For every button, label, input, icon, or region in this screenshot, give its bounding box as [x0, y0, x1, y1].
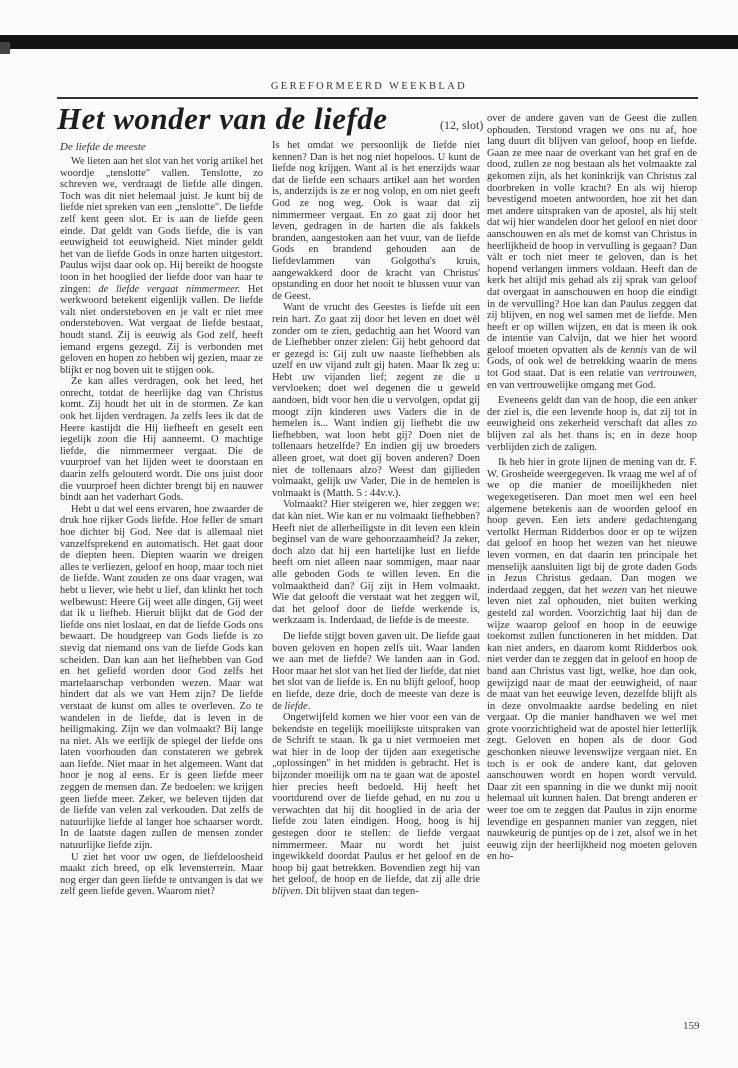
body-text: Ik heb hier in grote lijnen de mening van dr. F. W. Grosheide weergegeven. Ik vraag me wel af of we op die manier de moeilijkheden niet wegexegetiseren. Dan moet men wel een heel algemene betekenis aan de woorden geloof en hoop geven. Een iets andere gedachtengang vertolkt Herman Ridderbos door er op te wijzen dat geloof en hoop het wezen van het nieuwe leven vormen, en dat daarin ten principale het menselijk aansluiten ligt bij de grote daden Gods in Jezus Christus gedaan. Dan mogen we inderdaad zeggen, dat het — [487, 457, 697, 596]
body-text: De liefde stijgt boven gaven uit. De liefde gaat boven geloven en hopen zelfs uit. Waar landen we aan met de liefde? We landen aan in God. Hoor maar het slot van het lied der liefde, dat niet het slot van de liefde is. En nu blijft geloof, hoop en liefde, deze drie, doch de meeste van deze is de — [272, 630, 480, 712]
series-label: (12, slot) — [440, 118, 484, 132]
paragraph — [60, 156, 263, 376]
italic-text: wezen — [601, 584, 628, 596]
body-text: . — [307, 700, 311, 712]
body-text: Ongetwijfeld komen we hier voor een van de bekendste en tegelijk moeilijkste uitspraken van de Schrift te staan. Ik ga u niet vermoeien met wat hier in de loop der tijden aan exegetische „oplossingen" in het midden is gebracht. Het is bijzonder moeilijk om na te gaan wat de apostel hier precies heeft bedoeld. Hij heeft het voortdurend over de liefde gehad, en nu zou u verwachten dat hij dit hooglied in de aria der liefde zou laten eindigen. Hoog, hoog is hij gestegen door te stellen: de liefde vergaat nimmermeer. Maar nu wordt het juist ingewikkeld doordat Paulus er het geloof en de hoop bij gaat betrekken. Bovendien zegt hij van het geloof, de hoop en de liefde, dat zij alle drie — [272, 712, 480, 886]
body-text: Volmaakt? Hier steigeren we, hier zeggen we: dat kàn niet. Wie kan er nu volmaakt liefhebben? Heeft niet de allerheiligste in dit leven een klein beginsel van de ware gehoorzaamheid? Ja zeker, doch alzo dat hij een hartelijke lust en liefde heeft om niet alleen naar sommigen, maar naar alle geboden Gods te willen leven. En die volmaaktheid dan? Gij zijt in Hem volmaakt. Wie dat gelooft die verstaat wat het zeggen wil, dat het geloof door de liefde werkende is, werkzaam is. Inderdaad, de liefde is de meeste. — [272, 499, 480, 627]
paragraph — [272, 140, 480, 302]
scan-edge-mark — [0, 42, 10, 54]
body-text: Hebt u dat wel eens ervaren, hoe zwaarder de druk hoe rijker Gods liefde. Hoe feller de smart hoe dichter bij God. Nee dat is allemaal niet vanzelfsprekend en automatisch. Het gaat door de diepten heen. Diepten waarin we dreigen alles te verliezen, geloof en hoop, maar toch niet de liefde. Want zouden ze ons daar vragen, wat hebt u liever, wie hebt u lief, dan klinkt het toch welbewust: Heere Gij weet alle dingen, Gij weet dat ik u liefheb. Hieruit blijkt dat de God der liefde ons niet loslaat, en dat de liefde Gods ons bewaart. De houdgreep van Gods liefde is zo stevig dat niemand ons van de liefde Gods kan scheiden. Dan kan aan het liefhebben van God en het geliefd worden door God zelfs het martelaarschap verbonden wezen. Maar wat hindert dat als we van Hem zijn? De liefde verstaat de kunst om alles te overleven. Zo te wandelen in de liefde, dat is leven in de heiligmaking. Zijn we dan volmaakt? Bij lange na niet. Als we eerlijk de spiegel der liefde ons laten voorhouden dan constateren we gebrek aan liefde. Niet maar in het algemeen. Want dat hoor je nog al eens. Er is geen liefde meer zeggen de mensen dan. Ze bedoelen: we krijgen geen liefde meer. Zeker, we beleven tijden dat de liefde van velen zal verkouden. Dat zelfs de natuurlijke liefde al langer hoe schaarser wordt. In de laatste dagen zullen de mensen zonder natuurlijke liefde zijn. — [60, 503, 263, 852]
italic-text: kennis — [620, 344, 648, 356]
paragraph — [487, 113, 697, 391]
body-text: Ze kan alles verdragen, ook het leed, het onrecht, totdat de heerlijke dag van Christus komt. Zij houdt het uit in de stormen. Ze kan ook het lijden verdragen. Ja zelfs lees ik dat de Heere kastijdt die Hij liefheeft en geselt een iegelijk zoon die Hij aanneemt. O machtige liefde, die nimmermeer vergaat. Die de vuurproef van het lijden weet te doorstaan en daarin zelfs gelouterd wordt. Die ons juist door die vuurproef heen dichter brengt bij en nauwer bindt aan het vaderhart Gods. — [60, 376, 263, 504]
paragraph — [60, 376, 263, 504]
body-text: Eveneens geldt dan van de hoop, die een anker der ziel is, die een levende hoop is, dat zij tot in eeuwigheid ons zekerheid verschaft dat alles zo blijven zal als het thans is; en in deze hoop verblijden zich de zaligen. — [487, 395, 697, 453]
header-rule — [57, 97, 698, 99]
italic-text: de liefde vergaat nimmermeer. — [98, 283, 241, 295]
page-number: 159 — [683, 1020, 700, 1032]
body-text: . Dit blijven staat dan tegen- — [300, 886, 419, 897]
publication-masthead: GEREFORMEERD WEEKBLAD — [270, 81, 468, 92]
body-text: over de andere gaven van de Geest die zullen ophouden. Terstond vragen we ons nu af, hoe lang duurt dit blijven van geloof, hoop en liefde. Gaan ze mee naar de overkant van het graf en de dood, zullen ze nog bestaan als het volmaakte zal gekomen zijn, als het koninkrijk van Christus zal doorbreken in volle kracht? En als wij hierop bevestigend moeten antwoorden, hoe zit het dan met andere uitspraken van de apostel, als hij stelt dat wij hier wandelen door het geloof en niet door aanschouwen en als met de komst van Christus in heerlijkheid de hoop in vervulling is gegaan? Dan vàlt er toch niet meer te geloven, dan is het hopend verlangen immers voldaan. Heeft dan de kerk het altijd mis gehad als zij sprak van geloof dat overgaat in aanschouwen en hoop die eindigt in de vervulling? Hoe kan dan Paulus zeggen dat zij blijven, en nog wel samen met de liefde. Men heeft er op willen wijzen, en dat is meen ik ook de intentie van Calvijn, dat we hier het woord geloof moeten opvatten als de — [487, 113, 697, 356]
paragraph — [272, 631, 480, 712]
body-text: , en van vertrouwelijke omgang met God. — [487, 368, 697, 391]
italic-text: liefde — [284, 700, 308, 712]
text-column-1 — [60, 156, 263, 898]
italic-text: blijven — [272, 886, 301, 897]
scan-top-border — [0, 35, 738, 49]
article-title: Het wonder van de liefde — [57, 101, 388, 136]
text-column-2 — [272, 140, 480, 898]
body-text: We lieten aan het slot van het vorig artikel het woordje „tenslotte" vallen. Tenslotte, zo schreven we, verdraagt de liefde alle dingen. Toch was dit niet helemaal juist. Je kunt bij de liefde niet spreken van een „tenslotte". De liefde zelf kent geen slot. Er is aan de liefde geen einde. Dat geldt van Gods liefde, die is van eeuwigheid tot eeuwigheid. Niet minder geldt het van de liefde Gods in onze harten uitgestort. Paulus wijst daar ook op. Hij bereikt de hoogste toon in het hooglied der liefde door van haar te zingen: — [60, 156, 263, 295]
paragraph — [272, 712, 480, 898]
body-text: van de wil Gods, of ook wel de betrekking waarin de mens tot God staat. Dat is een relatie van — [487, 344, 697, 380]
section-subtitle: De liefde de meeste — [60, 141, 146, 153]
paragraph — [272, 302, 480, 499]
paragraph — [272, 499, 480, 627]
paragraph — [487, 457, 697, 863]
italic-text: vertrouwen — [647, 368, 695, 380]
paragraph — [60, 504, 263, 852]
body-text: U ziet het voor uw ogen, de liefdeloosheid maakt zich breed, op elk levensterrein. Maar nog erger dan geen liefde te ontvangen is dat we zelf geen liefde geven. Waarom niet? — [60, 851, 263, 898]
body-text: Want de vrucht des Geestes is liefde uit een rein hart. Zo gaat zij door het leven en doet wèl zonder om te zien, gedachtig aan het Woord van de Liefhebber onzer zielen: Gij hebt gehoord dat er gezegd is: Gij zult uw naaste liefhebben als uzelf en uw vijand zult gij haten. Maar Ik zeg u: Hebt uw vijanden lief; zegent ze die u vervloeken; doet wel degenen die u geweld aandoen, bidt voor hen die u vervolgen, opdat gij moogt zijn kinderen uws Vaders die in de hemelen is... Want indien gij liefhebt die uw liefhebben, wat loon hebt gij? Doen niet de tollenaars hetzelfde? En indien gij uw broeders alleen groet, wat doet gij boven anderen? Doen niet de tollenaars alzo? Weest dan gijlieden volmaakt, gelijk uw Vader, Die in de hemelen is volmaakt is (Matth. 5 : 44v.v.). — [272, 302, 480, 499]
body-text: Het werkwoord betekent eigenlijk vallen. De liefde valt niet ondersteboven en je valt er niet mee ondersteboven. Wat vergaat de liefde bestaat, houdt stand. Zij is eeuwig als God zelf, heeft iemand ergens gezegd. Zij is verbonden met geloven en hopen zo hebben wij gezien, maar ze blijkt er nog boven uit te stijgen ook. — [60, 283, 263, 376]
body-text: Is het omdat we persoonlijk de liefde niet kennen? Dan is het nog niet hopeloos. U kunt de liefde nog krijgen. Want al is het enerzijds waar dat de liefde een schaars artikel aan het worden is, anderzijds is ze er nog volop, en om niet geeft God ze nog weg. Ook is waar dat zij nimmermeer vergaat. En zo gaat zij door het leven, gedragen in de harten die als fakkels branden, aangestoken aan het vuur, van de liefde Gods en brandend gehouden aan de liefdevlammen van Golgotha's kruis, aangewakkerd door de kracht van Christus' opstanding en door het nooit te blussen vuur van de Geest. — [272, 140, 480, 302]
text-column-3 — [487, 113, 697, 863]
body-text: van het nieuwe leven niet zal ophouden, niet buiten werking gesteld zal worden. Voorzichtig laat hij dan de wijze waarop geloof en hoop in de eeuwige toekomst zullen functioneren in het midden. Dat kan niet anders, en daarom komt Ridderbos ook niet verder dan te zeggen dat in geloof en hoop de band aan Christus vast ligt, welke, hoe dan ook, gewijzigd naar de maat der eeuwigheid, of naar de maat van het eeuwige leven, dezelfde blijft als in deze onvolmaakte aardse bedeling en niet vergaat. Op die manier handhaven we wel met grote voorzichtigheid wat de apostel hier letterlijk zegt. Geloven en hopen als de door God geschonken nieuwe levenswijze vergaan niet. En toch is er ook de andere kant, dat geloven aanschouwen wordt en hopen wordt vervuld. Daar zit een spanning in die we dunkt mij nooit helemaal uit kunnen halen. Dat brengt anderen er weer toe om te zeggen dat Paulus in zijn enorme levendige en gespannen manier van zeggen, niet nauwkeurig de puntjes op de i zet, alsof we in het eeuwig zijn der heerlijkheid nog moeten geloven en ho- — [487, 584, 697, 863]
paragraph — [60, 852, 263, 898]
paragraph — [487, 395, 697, 453]
